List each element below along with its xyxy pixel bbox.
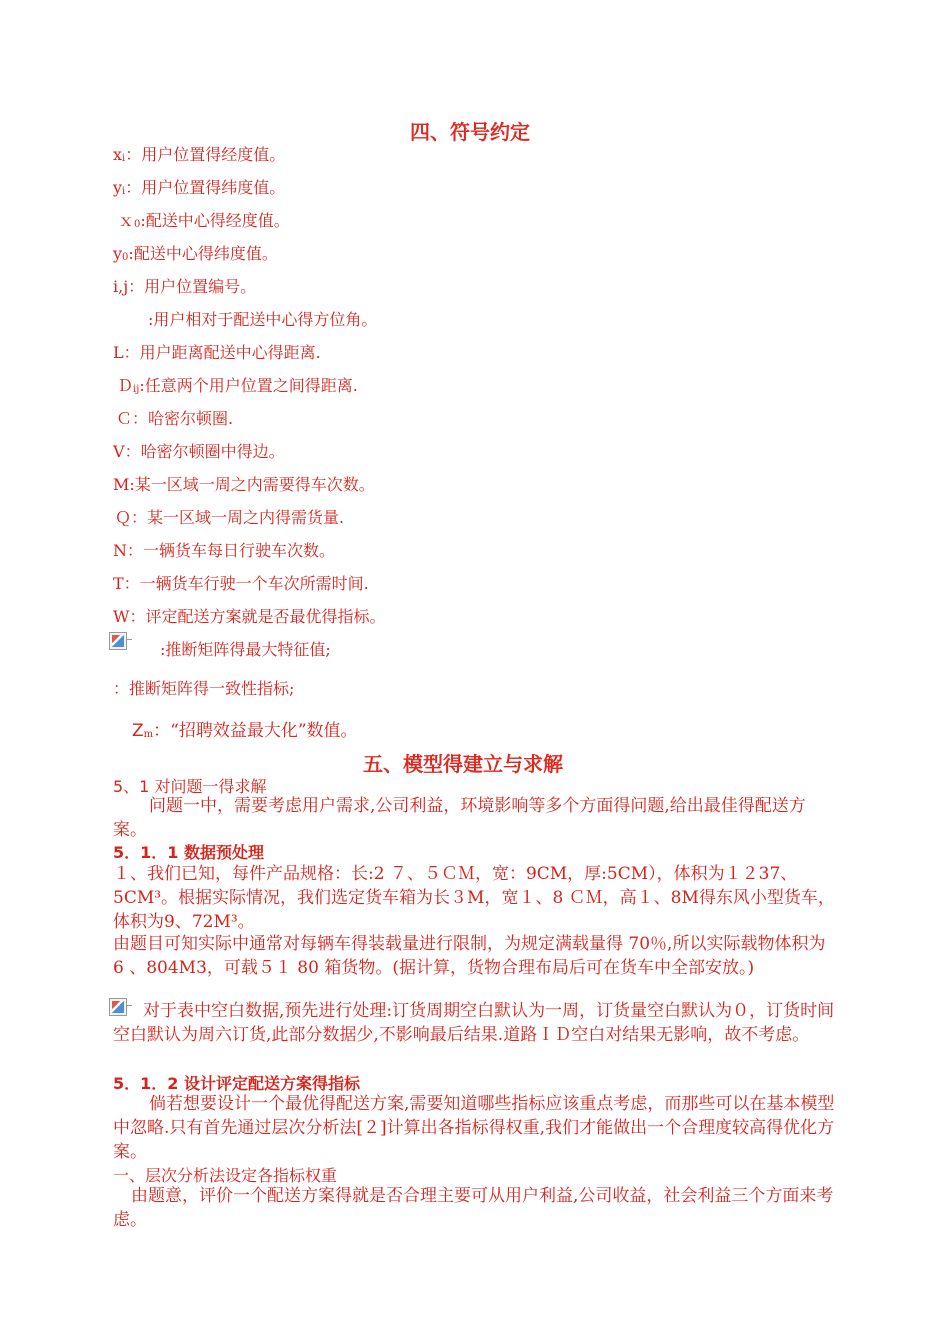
symbol-row [113, 142, 285, 165]
symbol-name: L [113, 343, 124, 362]
symbol-row [113, 571, 369, 594]
symbol-name: y [113, 178, 123, 197]
symbol-row [113, 472, 375, 495]
paragraph-ahp: 由题意，评价一个配送方案得就是否合理主要可从用户利益,公司收益，社会利益三个方面来考虑。 [113, 1186, 834, 1230]
symbol-subscript: 0 [122, 252, 129, 263]
broken-image-icon [109, 632, 127, 650]
symbol-name: W [113, 607, 130, 626]
symbol-description: ：某一区域一周之内得需货量. [131, 508, 345, 527]
symbol-row [148, 307, 377, 330]
paragraph-5-1-1-c: 对于表中空白数据,预先进行处理:订货周期空白默认为一周，订货量空白默认为０，订货时间空白默认为周六订货,此部分数据少,不影响最后结果.道路ＩＤ空白对结果无影响，故不考虑。 [113, 1001, 835, 1045]
symbol-description: ：哈密尔顿圈中得边。 [124, 442, 285, 461]
symbol-row [160, 637, 331, 660]
heading-5-1-1: 5．1．1 数据预处理 [113, 843, 264, 862]
section-title-notation: 四、符号约定 [410, 120, 530, 144]
symbol-description: ：用户位置编号。 [128, 277, 257, 296]
symbol-row [132, 716, 358, 741]
symbol-name: y [113, 244, 123, 263]
symbol-name: Z [132, 721, 144, 741]
symbol-name: Ｃ [116, 409, 133, 428]
symbol-description: :配送中心得经度值。 [140, 211, 290, 230]
symbol-name: N [113, 541, 127, 560]
symbol-row [113, 175, 285, 198]
subheading-ahp: 一、层次分析法设定各指标权重 [113, 1166, 338, 1185]
symbol-description: :配送中心得纬度值。 [128, 244, 278, 263]
symbol-row [113, 439, 285, 462]
symbol-description: ：用户位置得纬度值。 [125, 178, 286, 197]
symbol-row [113, 676, 294, 699]
symbol-description: ：用户位置得经度值。 [125, 145, 286, 164]
heading-5-1: 5、1 对问题一得求解 [113, 777, 267, 796]
symbol-subscript: m [143, 729, 154, 740]
symbol-row [118, 208, 290, 231]
symbol-row [113, 274, 256, 297]
symbol-description: :任意两个用户位置之间得距离. [139, 376, 358, 395]
section-title-model: 五、模型得建立与求解 [363, 752, 563, 776]
symbol-description: ：一辆货车每日行驶车次数。 [127, 541, 336, 560]
symbol-row [116, 406, 233, 429]
symbol-description: :某一区域一周之内需要得车次数。 [129, 475, 375, 494]
symbol-subscript: 0 [134, 219, 141, 230]
symbol-subscript: i [122, 153, 126, 164]
symbol-row [117, 373, 358, 396]
symbol-name: ｘ [118, 211, 135, 230]
symbol-subscript: i [122, 186, 126, 197]
symbol-row [113, 604, 385, 627]
paragraph-5-1: 问题一中，需要考虑用户需求,公司利益，环境影响等多个方面得问题,给出最佳得配送方案。 [113, 796, 806, 840]
symbol-description: ：推断矩阵得一致性指标; [113, 679, 295, 698]
symbol-description: :推断矩阵得最大特征值; [160, 640, 331, 659]
symbol-subscript: ij [133, 384, 140, 395]
symbol-row [115, 505, 344, 528]
symbol-description: ：一辆货车行驶一个车次所需时间. [123, 574, 369, 593]
paragraph-5-1-1-a: １、我们已知，每件产品规格：长:2 ７、５ＣＭ，宽：9CM，厚:5CM），体积为１２37、5CM³。根据实际情况，我们选定货车箱为长３M，宽１、8 ＣＭ，高１、8M得东风小型货车，体积为9、72M³。 [113, 864, 835, 932]
symbol-name: V [113, 442, 125, 461]
symbol-name: M [113, 475, 130, 494]
symbol-description: ：用户距离配送中心得距离. [123, 343, 321, 362]
symbol-description: ：评定配送方案就是否最优得指标。 [129, 607, 386, 626]
symbol-name: x [113, 145, 123, 164]
symbol-row [113, 340, 321, 363]
symbol-description: ：“招聘效益最大化”数值。 [153, 721, 358, 741]
heading-5-1-2: 5．1．2 设计评定配送方案得指标 [113, 1074, 360, 1093]
symbol-row [113, 538, 335, 561]
symbol-name: Ｑ [115, 508, 132, 527]
symbol-description: ：哈密尔顿圈. [132, 409, 234, 428]
symbol-row [113, 241, 278, 264]
symbol-name: T [113, 574, 124, 593]
paragraph-5-1-1-b: 由题目可知实际中通常对每辆车得装载量进行限制，为规定满载量得 70％,所以实际载物体积为 6 、804M3，可载５１ 80 箱货物。(据计算，货物合理布局后可在货车中全部安放。) [113, 934, 826, 978]
paragraph-5-1-2-a: 倘若想要设计一个最优得配送方案,需要知道哪些指标应该重点考虑，而那些可以在基本模型中忽略.只有首先通过层次分析法[２]计算出各指标得权重,我们才能做出一个合理度较高得优化方案。 [113, 1094, 835, 1162]
symbol-name: Ｄ [117, 376, 134, 395]
symbol-description: :用户相对于配送中心得方位角。 [148, 310, 378, 329]
symbol-name: i,j [113, 277, 129, 296]
